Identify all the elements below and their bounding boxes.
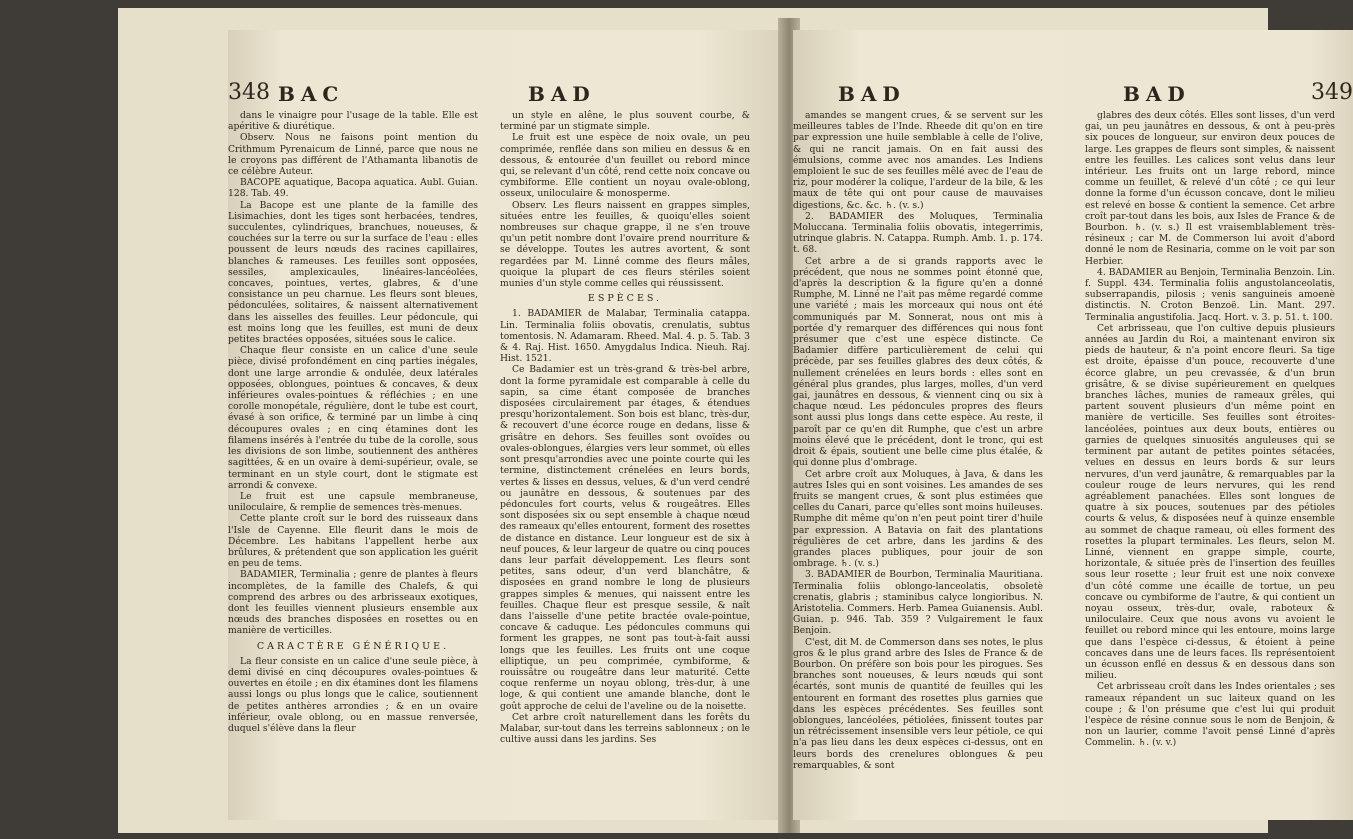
paragraph: amandes se mangent crues, & se servent sur les meilleures tables de l'Inde. Rheede dit qu'on en tire par expression une huile semblable à celle de l'olive, & qui ne rancit jamais. On en fait aussi des émulsions, comme avec nos amandes. Les Indiens emploient le suc de ses feuilles mêlé avec de l'eau de riz, pour modérer la colique, l'ardeur de la bile, & les maux de tête qui ont pour cause de mauvaises digestions, &c. &c. ♄. (v. s.) (793, 110, 1043, 211)
paragraph: dans le vinaigre pour l'usage de la table. Elle est apéritive & diurétique. (228, 110, 478, 133)
left-running-head-2: BAD (528, 82, 596, 106)
right-running-head-2: BAD (1123, 82, 1191, 106)
paragraph: Le fruit est une capsule membraneuse, uniloculaire, & remplie de semences très-menues. (228, 490, 478, 514)
paragraph: CARACTÈRE GÉNÉRIQUE. (256, 640, 450, 652)
paragraph: La fleur consiste en un calice d'une seule pièce, à demi divisé en cinq découpures ovales-pointues & ouvertes en étoile ; en dix étamines dont les filamens aussi longs ou plus longs que le calice, soutiennent de petites anthères arrondies ; & en un ovaire inférieur, ovale oblong, ou en massue renversée, duquel s'élève dans la fleur (228, 655, 478, 734)
paragraph: Cet arbrisseau, que l'on cultive depuis plusieurs années au Jardin du Roi, a maintenant environ six pieds de hauteur, & n'a point encore fleuri. Sa tige est droite, épaisse d'un pouce, recouverte d'une écorce glabre, un peu crevassée, & d'un brun grisâtre, & se divise supérieurement en quelques branches lâches, munies de rameaux grêles, qui partent souvent plusieurs d'un même point en manière de verticille. Ses feuilles sont étroites-lancéolées, pointues aux deux bouts, entières ou garnies de quelques sinuosités anguleuses qui se terminent par autant de petites pointes sétacées, velues en dessus en leurs bords & sur leurs nervures, d'un verd jaunâtre, & remarquables par la couleur rouge de leurs nervures, qui les rend agréablement panachées. Elles sont longues de quatre à six pouces, soutenues par des pétioles courts & velus, & disposées neuf à quinze ensemble au sommet de chaque rameau, où elles forment des rosettes la plupart terminales. Les fleurs, selon M. Linné, viennent en grappe simple, courte, horizontale, & située près de l'insertion des feuilles sous leur rosette ; leur fruit est une noix convexe d'un côté comme une écaille de tortue, un peu concave ou cymbiforme de l'autre, & qui contient un noyau osseux, très-dur, ovale, raboteux & uniloculaire. Ceux que nous avons vu avoient le feuillet ou rebord mince qui les entoure, moins large que dans l'espèce ci-dessus, & étoient à peine concaves dans une de leurs faces. Ils représentoient un écusson enflé en dessus & en dessous dans son milieu. (1085, 322, 1335, 682)
paragraph: BACOPE aquatique, Bacopa aquatica. Aubl. Guian. 128. Tab. 49. (228, 177, 478, 200)
paragraph: Cet arbre croît aux Moluques, à Java, & dans les autres Isles qui en sont voisines. Les amandes de ses fruits se mangent crues, & sont plus estimées que celles du Canari, parce qu'elles sont moins huileuses. Rumphe dit même qu'on n'en peut point tirer d'huile par expression. A Batavia on fait des plantations régulières de cet arbre, dans les jardins & des grandes places publiques, pour jouir de son ombrage. ♄. (v. s.) (793, 468, 1043, 570)
paragraph: glabres des deux côtés. Elles sont lisses, d'un verd gai, un peu jaunâtres en dessous, & ont à peu-près six pouces de longueur, sur environ deux pouces de large. Les grappes de fleurs sont simples, & naissent entre les feuilles. Les calices sont velus dans leur intérieur. Les fruits ont un large rebord, mince comme un feuillet, & relevé d'un côté ; ce qui leur donne la forme d'un écusson concave, dont le milieu est relevé en bosse & contient la semence. Cet arbre croît par-tout dans les bois, aux Isles de France & de Bourbon. ♄. (v. s.) Il est vraisemblablement très-résineux ; car M. de Commerson lui avoit d'abord donné le nom de Resinaria, comme on le voit par son Herbier. (1085, 110, 1335, 267)
paragraph: 2. BADAMIER des Moluques, Terminalia Moluccana. Terminalia foliis obovatis, integerrimis, utrinque glabris. N. Catappa. Rumph. Amb. 1. p. 174. t. 68. (793, 210, 1043, 256)
paragraph: Observ. Les fleurs naissent en grappes simples, situées entre les feuilles, & quoiqu'elles soient nombreuses sur chaque grappe, il ne s'en trouve qu'un petit nombre dont l'ovaire prend nourriture & se développe. Toutes les autres avortent, & sont regardées par M. Linné comme des fleurs mâles, quoique la plupart de ces fleurs stériles soient munies d'un style comme celles qui réussissent. (500, 199, 750, 290)
paragraph: BADAMIER, Terminalia ; genre de plantes à fleurs incomplètes, de la famille des Chalefs, & qui comprend des arbres ou des arbrisseaux exotiques, dont les feuilles viennent plusieurs ensemble aux nœuds des branches disposées en rosettes ou en manière de verticilles. (228, 569, 478, 637)
right-column-1 (793, 110, 1043, 771)
paragraph: un style en alêne, le plus souvent courbe, & terminé par un stigmate simple. (500, 110, 750, 133)
left-page-number: 348 (228, 80, 270, 105)
paragraph: Chaque fleur consiste en un calice d'une seule pièce, divisé profondément en cinq parties inégales, dont une large arrondie & ondulée, deux latérales opposées, oblongues, pointues & concaves, & deux inférieures ovales-pointues & réfléchies ; en une corolle monopétale, régulière, dont le tube est court, évasé à son orifice, & terminé par un limbe à cinq découpures ovales ; en cinq étamines dont les filamens insérés à l'entrée du tube de la corolle, sous les divisions de son limbe, soutiennent des anthères sagittées, & en un ovaire à demi-supérieur, ovale, se terminant en un style court, dont le stigmate est arrondi & convexe. (228, 345, 478, 491)
paragraph: La Bacope est une plante de la famille des Lisimachies, dont les tiges sont herbacées, tendres, succulentes, cylindriques, branchues, noueuses, & couchées sur la terre ou sur la surface de l'eau : elles poussent de leurs nœuds des racines capillaires, blanches & rameuses. Les feuilles sont opposées, sessiles, amplexicaules, linéaires-lancéolées, concaves, pointues, vertes, glabres, & d'une consistance un peu charnue. Les fleurs sont bleues, pédonculées, solitaires, & naissent alternativement dans les aisselles des feuilles. Leur pédoncule, qui est moins long que les feuilles, est muni de deux petites bractées opposées, situées sous le calice. (228, 199, 478, 346)
paragraph: Ce Badamier est un très-grand & très-bel arbre, dont la forme pyramidale est comparable à celle du sapin, sa cime étant composée de branches disposées circulairement par étages, & étendues presqu'horizontalement. Son bois est blanc, très-dur, & recouvert d'une écorce rouge en dedans, lisse & grisâtre en dehors. Ses feuilles sont ovoïdes ou ovales-oblongues, élargies vers leur sommet, où elles sont presqu'arrondies avec une pointe courte qui les termine, distinctement crénelées en leurs bords, vertes & lisses en dessus, velues, & d'un verd cendré ou jaunâtre en dessous, & soutenues par des pédoncules fort courts, velus & rougeâtres. Elles sont disposées six ou sept ensemble à chaque nœud des rameaux qu'elles entourent, forment des rosettes de distance en distance. Leur longueur est de six à neuf pouces, & leur largeur de quatre ou cinq pouces dans leur parfait développement. Les fleurs sont petites, sans odeur, d'un verd blanchâtre, & disposées en grand nombre le long de plusieurs grappes simples & menues, qui naissent entre les feuilles. Chaque fleur est presque sessile, & naît dans l'aisselle d'une petite bractée ovale-pointue, concave & caduque. Les pédoncules communs qui forment les grappes, ne sont pas tout-à-fait aussi longs que les feuilles. Les fruits ont une coque elliptique, un peu comprimée, cymbiforme, & rouissâtre ou rougeâtre dans leur maturité. Cette coque renferme un noyau oblong, très-dur, à une loge, & qui contient une amande blanche, dont le goût approche de celui de l'aveline ou de la noisette. (500, 364, 750, 712)
right-running-head-1: BAD (838, 82, 906, 106)
left-column-2 (500, 110, 750, 745)
right-page-number: 349 (1311, 80, 1353, 105)
paragraph: 3. BADAMIER de Bourbon, Terminalia Mauritiana. Terminalia foliis oblongo-lanceolatis, obsoletè crenatis, glabris ; staminibus calyce longioribus. N. Aristotelia. Commers. Herb. Pamea Guianensis. Aubl. Guian. p. 946. Tab. 359 ? Vulgairement le faux Benjoin. (793, 569, 1043, 637)
paragraph: 1. BADAMIER de Malabar, Terminalia catappa. Lin. Terminalia foliis obovatis, crenulatis, subtus tomentosis. N. Adamaram. Rheed. Mal. 4. p. 5. Tab. 3 & 4. Raj. Hist. 1650. Amygdalus Indica. Nieuh. Raj. Hist. 1521. (500, 308, 750, 365)
right-column-2 (1085, 110, 1335, 749)
paragraph: C'est, dit M. de Commerson dans ses notes, le plus gros & le plus grand arbre des Isles de France & de Bourbon. On préfère son bois pour les pirogues. Ses branches sont noueuses, & leurs nœuds qui sont écartés, sont munis de quantité de feuilles qui les entourent en formant des rosettes plus garnies que dans les espèces précédentes. Ses feuilles sont oblongues, lancéolées, pétiolées, finissent toutes par un rétrécissement insensible vers leur pétiole, ce qui n'a pas lieu dans les deux espèces ci-dessus, ont en leurs bords des crenelures oblongues & peu remarquables, & sont (793, 636, 1043, 771)
paragraph: Cet arbrisseau croît dans les Indes orientales ; ses rameaux répandent un suc laiteux quand on les coupe ; & l'on présume que c'est lui qui produit l'espèce de résine connue sous le nom de Benjoin, & non un laurier, comme l'avoit pensé Linné d'après Commelin. ♄. (v. v.) (1085, 681, 1335, 749)
paragraph: ESPÈCES. (587, 293, 663, 305)
right-page (793, 30, 1353, 820)
left-column-1 (228, 110, 478, 734)
paragraph: Cette plante croît sur le bord des ruisseaux dans l'Isle de Cayenne. Elle fleurit dans le mois de Décembre. Les habitans l'appellent herbe aux brûlures, & prétendent que son application les guérit en peu de tems. (228, 513, 478, 570)
paragraph: Cet arbre croît naturellement dans les forêts du Malabar, sur-tout dans les terreins sablonneux ; on le cultive aussi dans les jardins. Ses (500, 711, 750, 746)
paragraph: 4. BADAMIER au Benjoin, Terminalia Benzoin. Lin. f. Suppl. 434. Terminalia foliis angustolanceolatis, subserrapandis, pilosis ; venis sanguineis amoenè distinctis. N. Croton Benzoë. Lin. Mant. 297. Terminalia angustifolia. Jacq. Hort. v. 3. p. 51. t. 100. (1085, 266, 1335, 323)
paragraph: Cet arbre a de si grands rapports avec le précédent, que nous ne sommes point étonné que, d'après la description & la figure qu'en a donné Rumphe, M. Linné ne l'ait pas même regardé comme une variété ; mais les morceaux qui nous ont été communiqués par M. Sonnerat, nous ont mis à portée d'y remarquer des différences qui nous font présumer que c'est une espèce distincte. Ce Badamier diffère particulièrement de celui qui précède, par ses feuilles glabres des deux côtés, & nullement crénelées en leurs bords : elles sont en général plus grandes, plus larges, molles, d'un verd gai, jaunâtres en dessous, & viennent cinq ou six à chaque nœud. Les pédoncules propres des fleurs sont aussi plus longs dans cette espèce. Au reste, il paroît par ce qu'en dit Rumphe, que c'est un arbre moins élevé que le précédent, dont le tronc, qui est droit & épais, soutient une belle cime plus étalée, & qui donne plus d'ombrage. (793, 255, 1043, 469)
book-spread (118, 8, 1353, 833)
left-page (228, 30, 783, 820)
left-running-head-1: BAC (278, 82, 345, 106)
paragraph: Observ. Nous ne faisons point mention du Crithmum Pyrenaicum de Linné, parce que nous ne le croyons pas différent de l'Athamanta libanotis de ce célèbre Auteur. (228, 132, 478, 178)
paragraph: Le fruit est une espèce de noix ovale, un peu comprimée, renflée dans son milieu en dessus & en dessous, & entourée d'un feuillet ou rebord mince qui, se relevant d'un côté, rend cette noix concave ou cymbiforme. Elle contient un noyau ovale-oblong, osseux, uniloculaire & monosperme. (500, 132, 750, 200)
